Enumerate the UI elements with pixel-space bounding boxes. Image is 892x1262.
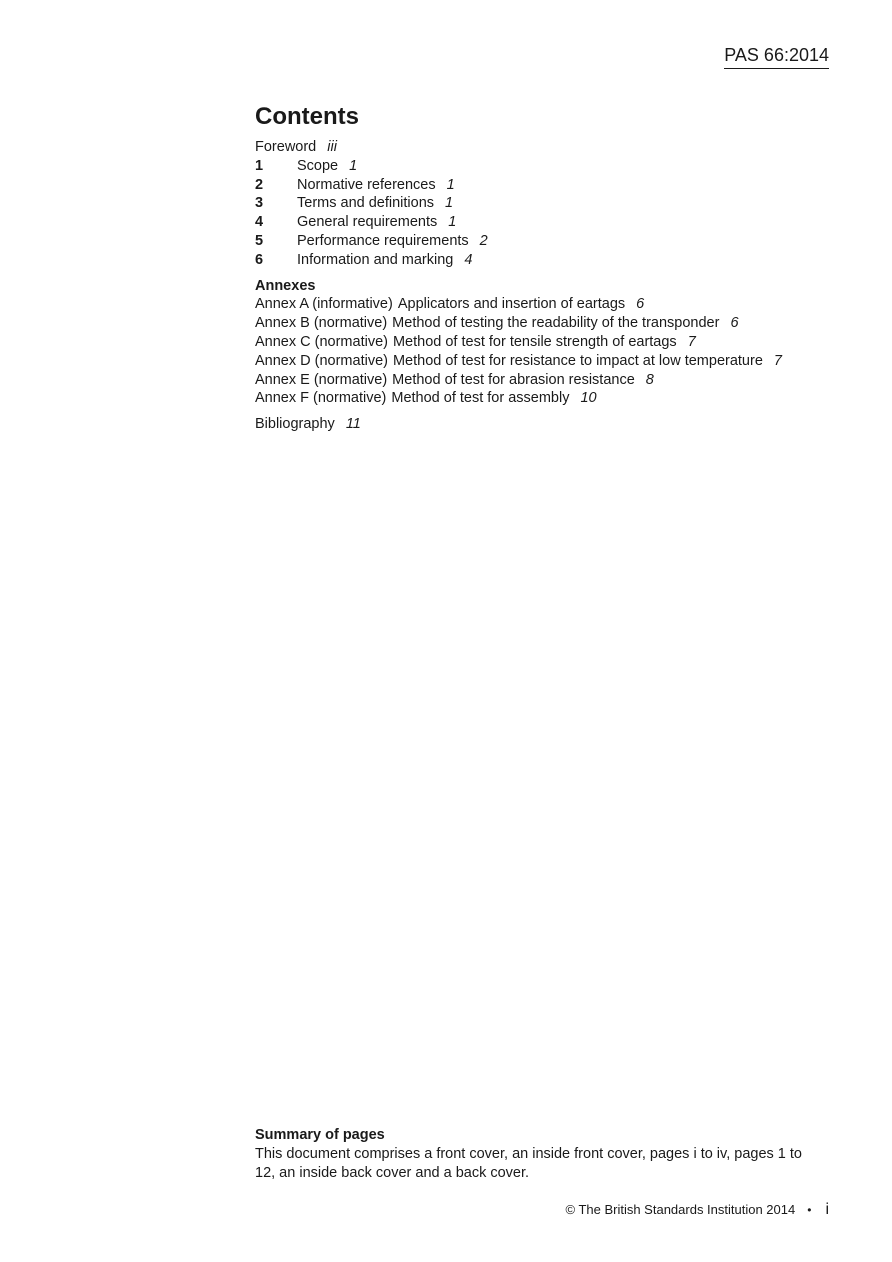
toc-entry-annex[interactable] (255, 314, 855, 333)
toc-entry-label: Foreword (255, 139, 317, 155)
summary-text: This document comprises a front cover, an inside front cover, pages i to iv, pages 1 to 12, an inside back cover and a back cover. (255, 1146, 802, 1181)
toc-entry-page: 1 (349, 157, 358, 174)
footer-bullet: • (807, 1203, 812, 1217)
contents-title: Contents (255, 103, 359, 130)
toc-entry-clause[interactable] (255, 194, 855, 213)
toc-entry-clause[interactable] (255, 251, 855, 270)
annex-id: Annex A (informative) (255, 296, 393, 313)
table-of-contents (255, 102, 855, 434)
toc-entry-label: Normative references (297, 176, 436, 193)
toc-entry-page: 1 (445, 195, 454, 212)
toc-entry-page: 7 (687, 333, 696, 350)
toc-entry-label: Bibliography (255, 416, 335, 433)
toc-entry-label: Method of test for assembly (391, 390, 570, 407)
toc-entry-label: Terms and definitions (297, 195, 435, 212)
toc-entry-page: 6 (730, 315, 739, 332)
page-number: i (825, 1201, 829, 1218)
toc-entry-label: Method of test for resistance to impact at low temperature (392, 352, 763, 369)
toc-entry-bibliography[interactable] (255, 415, 855, 434)
toc-entry-label: Performance requirements (297, 232, 469, 249)
toc-entry-annex[interactable] (255, 371, 855, 390)
annex-id: Annex C (normative) (255, 333, 388, 350)
toc-entry-page: 1 (448, 214, 457, 231)
toc-entry-annex[interactable] (255, 295, 855, 314)
annex-id: Annex D (normative) (255, 352, 388, 369)
toc-entry-clause[interactable] (255, 157, 855, 176)
clause-number: 4 (255, 214, 264, 231)
toc-entry-annex[interactable] (255, 352, 855, 371)
toc-entry-clause[interactable] (255, 213, 855, 232)
summary-title: Summary of pages (255, 1127, 385, 1143)
clause-number: 6 (255, 251, 264, 268)
clause-number: 3 (255, 195, 264, 212)
toc-entry-label: General requirements (297, 214, 438, 231)
toc-entry-label: Method of testing the readability of the transponder (392, 315, 720, 332)
toc-entry-label: Scope (297, 157, 339, 174)
annex-id: Annex F (normative) (255, 390, 387, 407)
toc-entry-foreword[interactable] (255, 138, 855, 157)
annexes-heading: Annexes (255, 277, 316, 294)
copyright-notice: © The British Standards Institution 2014 (565, 1202, 796, 1217)
toc-entry-page: 1 (446, 176, 455, 193)
toc-entry-page: 8 (645, 371, 654, 388)
summary-of-pages (255, 1126, 815, 1183)
document-id: PAS 66:2014 (724, 44, 829, 69)
toc-entry-label: Applicators and insertion of eartags (397, 296, 626, 313)
toc-entry-page: 11 (345, 416, 361, 433)
toc-entry-clause[interactable] (255, 176, 855, 195)
annex-id: Annex B (normative) (255, 315, 388, 332)
toc-entry-page: iii (327, 139, 337, 155)
toc-entry-clause[interactable] (255, 232, 855, 251)
toc-entry-annex[interactable] (255, 333, 855, 352)
toc-entry-label: Method of test for abrasion resistance (392, 371, 635, 388)
toc-entry-page: 4 (464, 251, 473, 268)
clause-number: 5 (255, 232, 264, 249)
toc-entry-page: 10 (580, 390, 597, 407)
toc-entry-label: Method of test for tensile strength of eartags (392, 333, 677, 350)
clause-number: 1 (255, 157, 264, 174)
annex-id: Annex E (normative) (255, 371, 388, 388)
page-footer (565, 1200, 829, 1220)
toc-entry-annex[interactable] (255, 389, 855, 408)
toc-entry-page: 7 (773, 352, 782, 369)
clause-number: 2 (255, 176, 264, 193)
toc-entry-label: Information and marking (297, 251, 454, 268)
toc-entry-page: 2 (479, 232, 488, 249)
toc-entry-page: 6 (636, 296, 645, 313)
